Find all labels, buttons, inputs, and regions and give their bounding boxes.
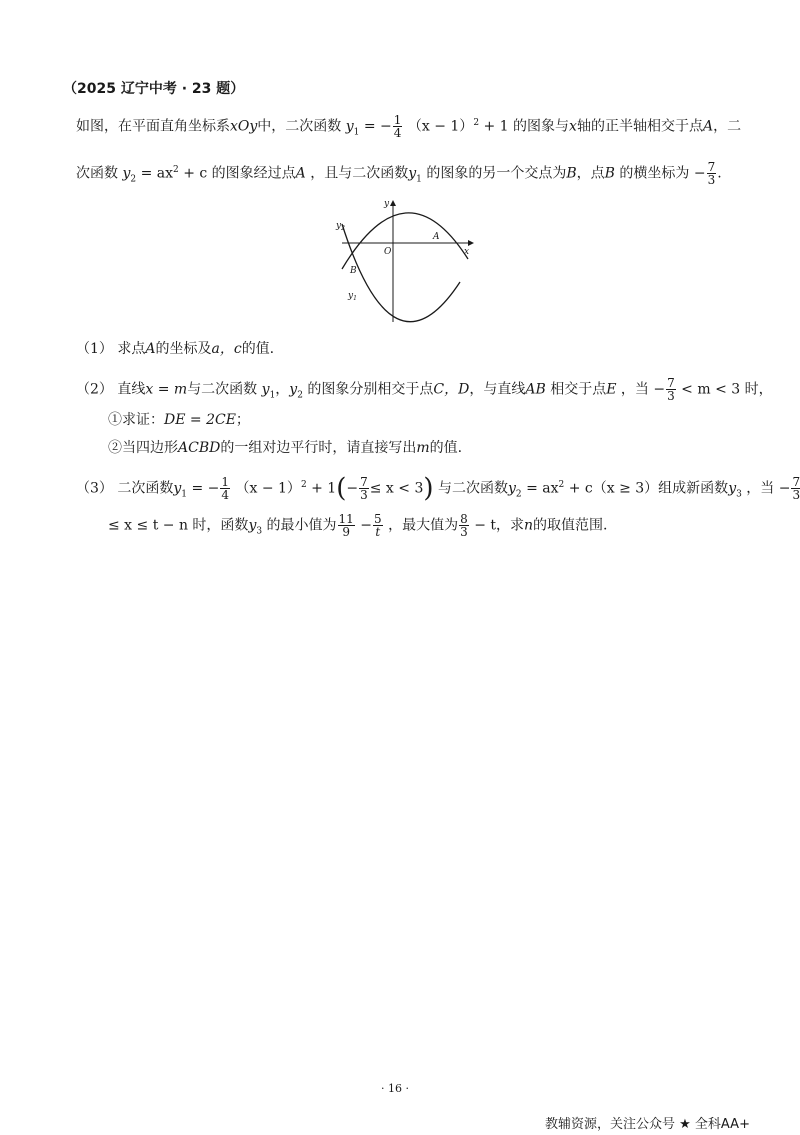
x-axis-label: x xyxy=(464,247,470,257)
fraction-one-quarter: $\frac{1}{4}$ xyxy=(393,113,402,141)
y-axis-arrow xyxy=(390,200,396,206)
y2-label: $y_2$ xyxy=(336,221,345,232)
point-b-label: B xyxy=(350,266,357,276)
y-axis-label: y xyxy=(384,199,390,209)
graph-svg xyxy=(328,194,478,329)
fraction-five-over-t: $\frac{5}{t}$ xyxy=(374,512,382,539)
question-1: （1） 求点A的坐标及a，c的值. xyxy=(76,341,275,357)
point-a-label: A xyxy=(433,232,440,242)
fraction-seven-thirds: $\frac{7}{3}$ xyxy=(792,475,800,503)
question-source: （2025 辽宁中考 · 23 题） xyxy=(63,81,245,97)
question-3-line-1: （3） 二次函数$y_1$ = − $\frac{1}{4}$ $(x - 1)^2 + 1(-$ $\frac{7}{3}$ ≤ x < 3) 与二次函数$y_2 = ax^2 + c(x \ge 3)$组成新函数$y_3$ ，当 − $\frac{7}{3}$ xyxy=(76,473,800,504)
fraction-seven-thirds: $\frac{7}{3}$ xyxy=(360,475,368,503)
intro-line-1: 如图，在平面直角坐标系xOy中，二次函数 $y_1$ = − $\frac{1}{4}$ $(x - 1)^2 + 1$ 的图象与x轴的正半轴相交于点A，二 xyxy=(76,113,742,141)
question-3-line-2: ≤ x ≤ t − n 时，函数$y_3$ 的最小值为 $\frac{11}{9}$ − $\frac{5}{t}$ ，最大值为 $\frac{8}{3}$ − t，求n的取值范围. xyxy=(108,512,608,539)
x-axis-arrow xyxy=(468,240,474,246)
fraction-seven-thirds: $\frac{7}{3}$ xyxy=(707,160,716,188)
y2-curve xyxy=(342,224,460,322)
page-number: · 16 · xyxy=(381,1082,409,1095)
intro-line-2: 次函数 $y_2 = ax^2 + c$ 的图象经过点A ，且与二次函数$y_1$ 的图象的另一个交点为B，点B 的横坐标为 − $\frac{7}{3}$ . xyxy=(76,160,722,188)
y1-curve xyxy=(342,213,468,269)
function-graph-figure xyxy=(328,194,478,329)
footer-watermark: 教辅资源，关注公众号 ★ 全科AA+ xyxy=(545,1117,750,1132)
fraction-one-quarter: $\frac{1}{4}$ xyxy=(221,475,230,503)
question-2-part-2: ②当四边形ACBD的一组对边平行时，请直接写出m的值. xyxy=(108,440,463,456)
fraction-seven-thirds: $\frac{7}{3}$ xyxy=(667,376,675,403)
question-2: （2） 直线x = m与二次函数 $y_1$，$y_2$ 的图象分别相交于点C，D，与直线AB 相交于点E ，当 − $\frac{7}{3}$ < m < 3 时， xyxy=(76,376,773,403)
y1-label: $y_1$ xyxy=(348,291,357,302)
fraction-eleven-ninths: $\frac{11}{9}$ xyxy=(338,512,354,539)
origin-label: O xyxy=(384,247,392,257)
fraction-eight-thirds: $\frac{8}{3}$ xyxy=(460,512,468,539)
question-2-part-1: ①求证：DE = 2CE； xyxy=(108,412,250,428)
